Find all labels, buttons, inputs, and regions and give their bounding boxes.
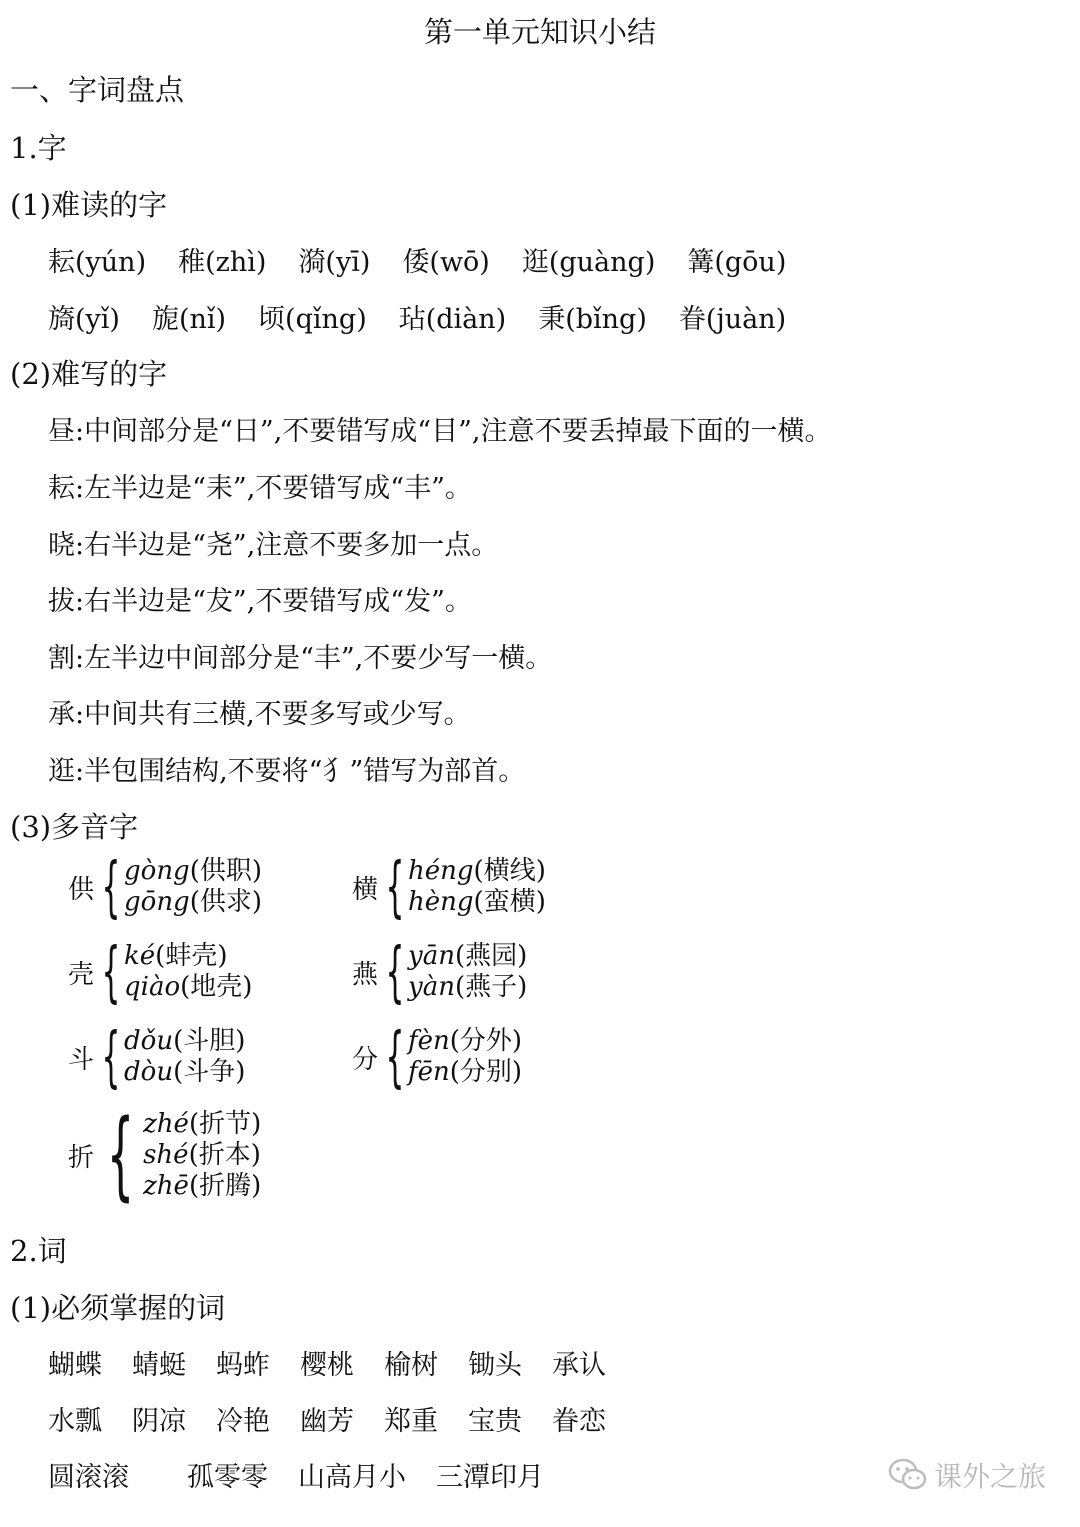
hard-read-item: 秉(bǐng) xyxy=(538,304,647,335)
hard-read-item: 眷(juàn) xyxy=(678,304,787,335)
must-master-heading: (1)必须掌握的词 xyxy=(10,1291,226,1325)
word-item: 宝贵 xyxy=(468,1406,522,1437)
hard-read-item: 稚(zhì) xyxy=(178,247,267,278)
polyphone-reading: yàn(燕子) xyxy=(408,972,528,1002)
polyphone-reading: qiào(地壳) xyxy=(124,972,253,1002)
watermark xyxy=(888,1455,1046,1495)
word-item: 蜻蜓 xyxy=(132,1350,186,1381)
word-item: 冷艳 xyxy=(216,1406,270,1437)
polyphone-reading: dòu(斗争) xyxy=(124,1057,246,1087)
polyphone-group xyxy=(68,1099,262,1211)
hard-write-item: 逛:半包围结构,不要将“犭”错写为部首。 xyxy=(48,756,526,787)
polyphone-char: 壳 xyxy=(68,959,95,990)
hard-read-heading: (1)难读的字 xyxy=(10,188,168,222)
polyphone-reading: zhé(折节) xyxy=(143,1108,262,1139)
hard-read-row-1 xyxy=(48,240,818,279)
word-item: 樱桃 xyxy=(300,1350,354,1381)
hard-read-item: 篝(gōu) xyxy=(687,247,787,278)
word-item: 锄头 xyxy=(468,1350,522,1381)
page-title: 第一单元知识小结 xyxy=(423,15,656,49)
polyphone-group xyxy=(68,1018,246,1095)
hard-read-item: 漪(yī) xyxy=(298,247,371,278)
subheading-characters: 1.字 xyxy=(10,131,67,165)
polyphone-heading: (3)多音字 xyxy=(10,810,139,844)
brace-icon: { xyxy=(385,1018,405,1095)
polyphone-reading: shé(折本) xyxy=(143,1139,261,1170)
polyphone-reading: fēn(分别) xyxy=(408,1057,523,1087)
polyphone-reading: fèn(分外) xyxy=(408,1026,523,1056)
word-item: 郑重 xyxy=(384,1406,438,1437)
word-item: 水瓢 xyxy=(48,1406,102,1437)
word-item: 眷恋 xyxy=(552,1406,606,1437)
hard-read-item: 旖(yǐ) xyxy=(48,304,120,335)
polyphone-reading: zhē(折腾) xyxy=(143,1170,262,1201)
hard-write-item: 耘:左半边是“耒”,不要错写成“丰”。 xyxy=(48,473,472,504)
subheading-words: 2.词 xyxy=(10,1234,67,1268)
word-item: 山高月小 xyxy=(298,1462,406,1493)
word-item: 榆树 xyxy=(384,1350,438,1381)
word-item: 承认 xyxy=(552,1350,606,1381)
word-item: 蝴蝶 xyxy=(48,1350,102,1381)
brace-icon: { xyxy=(106,1099,135,1211)
polyphone-group xyxy=(68,848,262,925)
word-item: 幽芳 xyxy=(300,1406,354,1437)
polyphone-reading: héng(横线) xyxy=(408,856,546,886)
polyphone-reading: ké(蚌壳) xyxy=(124,941,228,971)
polyphone-reading: yān(燕园) xyxy=(408,941,528,971)
polyphone-group xyxy=(352,848,546,925)
word-item: 圆滚滚 xyxy=(48,1462,129,1493)
brace-icon: { xyxy=(101,933,121,1010)
word-item: 蚂蚱 xyxy=(216,1350,270,1381)
hard-read-item: 倭(wō) xyxy=(402,247,490,278)
brace-icon: { xyxy=(101,848,121,925)
polyphone-reading: dǒu(斗胆) xyxy=(124,1026,246,1056)
brace-icon: { xyxy=(385,933,405,1010)
word-row-1 xyxy=(48,1343,636,1382)
word-item: 三潭印月 xyxy=(436,1462,544,1493)
word-row-2 xyxy=(48,1399,636,1438)
wechat-icon xyxy=(888,1458,928,1492)
hard-write-item: 割:左半边中间部分是“丰”,不要少写一横。 xyxy=(48,643,553,674)
hard-read-item: 逛(guàng) xyxy=(521,247,656,278)
word-item: 阴凉 xyxy=(132,1406,186,1437)
hard-write-item: 晓:右半边是“尧”,注意不要多加一点。 xyxy=(48,530,499,561)
hard-read-row-2 xyxy=(48,297,818,336)
hard-write-item: 承:中间共有三横,不要多写或少写。 xyxy=(48,699,471,730)
hard-write-item: 拔:右半边是“犮”,不要错写成“发”。 xyxy=(48,586,472,617)
polyphone-group xyxy=(68,933,253,1010)
word-item: 孤零零 xyxy=(187,1462,268,1493)
section-heading-words: 一、字词盘点 xyxy=(10,73,185,107)
polyphone-group xyxy=(352,933,528,1010)
hard-read-item: 顷(qǐng) xyxy=(258,304,367,335)
hard-read-item: 耘(yún) xyxy=(48,247,147,278)
brace-icon: { xyxy=(385,848,405,925)
hard-read-item: 旎(nǐ) xyxy=(151,304,227,335)
brace-icon: { xyxy=(101,1018,121,1095)
hard-write-item: 昼:中间部分是“日”,不要错写成“目”,注意不要丢掉最下面的一横。 xyxy=(48,416,832,447)
polyphone-char: 折 xyxy=(68,1142,95,1173)
polyphone-reading: hèng(蛮横) xyxy=(408,887,546,917)
polyphone-reading: gōng(供求) xyxy=(124,887,262,917)
polyphone-char: 供 xyxy=(68,874,95,905)
polyphone-char: 分 xyxy=(352,1044,379,1075)
word-row-3 xyxy=(48,1455,576,1494)
hard-write-heading: (2)难写的字 xyxy=(10,357,168,391)
polyphone-char: 燕 xyxy=(352,959,379,990)
polyphone-group xyxy=(352,1018,523,1095)
hard-read-item: 玷(diàn) xyxy=(398,304,507,335)
polyphone-char: 斗 xyxy=(68,1044,95,1075)
watermark-text: 课外之旅 xyxy=(933,1460,1046,1493)
polyphone-reading: gòng(供职) xyxy=(124,856,262,886)
polyphone-char: 横 xyxy=(352,874,379,905)
